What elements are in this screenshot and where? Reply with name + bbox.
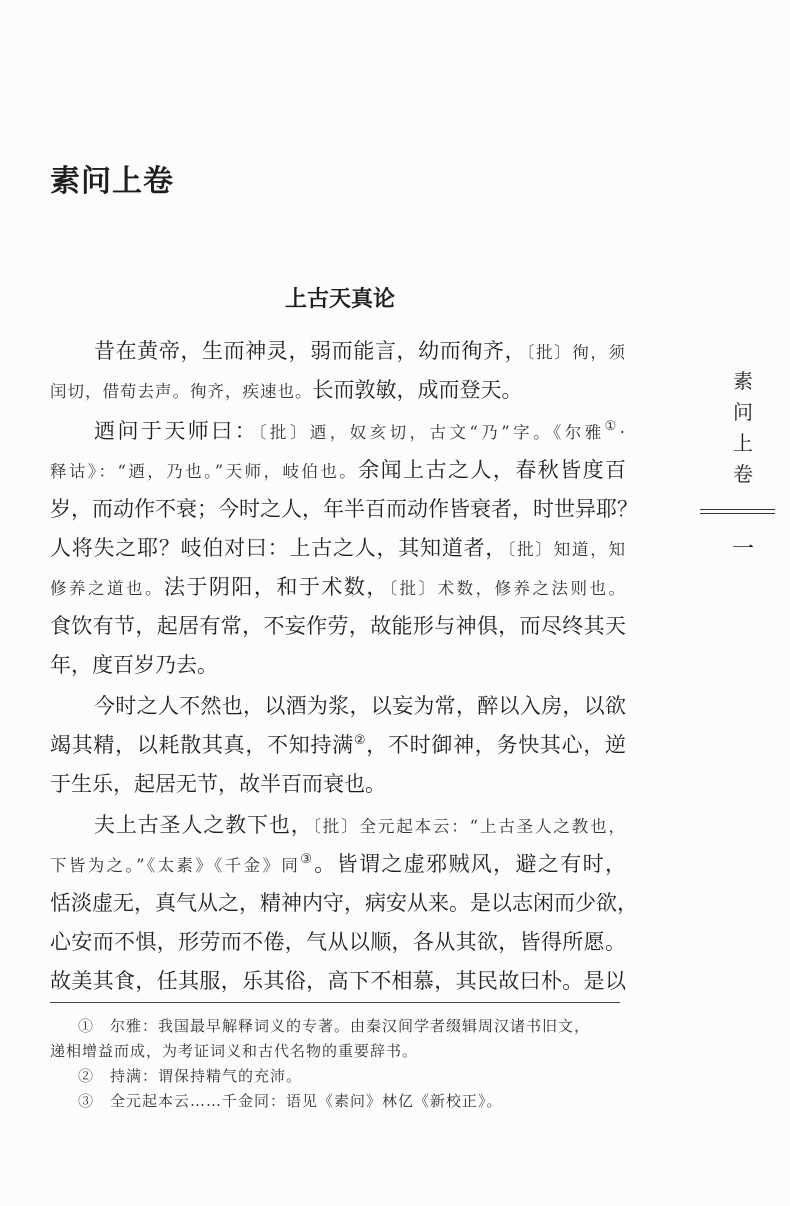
chapter-title: 素问上卷 (50, 164, 174, 199)
text-line (50, 923, 626, 962)
text-line (50, 845, 626, 884)
annotation-text: 〔批〕全元起本云：“上古圣人之教也， (312, 817, 627, 836)
annotation-text: 修养之道也。 (50, 579, 164, 598)
text-line (50, 962, 626, 1001)
text-line (50, 806, 626, 845)
main-text: ，不时御神，务快其心，逆 (366, 733, 627, 757)
annotation-text: · (619, 423, 627, 442)
paragraph (50, 412, 638, 685)
main-text: 年，度百岁乃去。 (50, 653, 218, 677)
text-line (50, 607, 626, 646)
main-text: 今时之人不然也，以酒为浆，以妄为常，醉以入房，以欲 (94, 694, 626, 718)
side-char: 素 (733, 369, 753, 393)
text-line (50, 687, 626, 726)
footnote-line: ② 持满：谓保持精气的充沛。 (78, 1067, 303, 1085)
main-text: 夫上古圣人之教下也， (94, 813, 313, 837)
main-text: 竭其精，以耗散其真，不知持满 (50, 733, 354, 757)
text-line (50, 451, 626, 490)
side-char: 卷 (733, 462, 753, 486)
main-text: 岁，而动作不衰；今时之人，年半百而动作皆衰者，时世异耶？ (50, 497, 638, 521)
footnote-line: ① 尔雅：我国最早解释词义的专著。由秦汉间学者缀辑周汉诸书旧文， (78, 1017, 591, 1035)
footnotes (50, 1014, 625, 1114)
annotation-text: 下皆为之。”《太素》《千金》同 (50, 856, 301, 875)
section-title: 上古天真论 (284, 287, 395, 312)
footnote-rule (50, 1002, 620, 1003)
annotation-text: 〔批〕术数，修养之法则也。 (388, 579, 627, 598)
page-number: 一 (731, 537, 754, 562)
main-text: 余闻上古之人，春秋皆度百 (358, 458, 627, 482)
annotation-text: 〔批〕迺，奴亥切，古文“乃”字。《尔雅 (258, 423, 605, 442)
running-header-vertical (728, 366, 758, 490)
main-text: 心安而不惧，形劳而不倦，气从以顺，各从其欲，皆得所愿。 (50, 930, 626, 954)
main-text: 法于阴阳，和于术数， (163, 575, 389, 599)
annotation-text: 〔批〕知道，知 (507, 540, 627, 559)
body-text (50, 332, 638, 1003)
text-line (50, 490, 638, 529)
paragraph (50, 687, 626, 804)
main-text: 人将失之耶？岐伯对曰：上古之人，其知道者， (50, 536, 508, 560)
side-double-rule (700, 509, 775, 514)
text-line (50, 884, 638, 923)
main-text: 故美其食，任其服，乐其俗，高下不相慕，其民故曰朴。是以 (50, 969, 626, 993)
text-line (50, 568, 626, 607)
annotation-text: 闰切，借荀去声。徇齐，疾速也。 (50, 382, 313, 401)
text-line (50, 332, 626, 371)
footnote-line: 递相增益而成，为考证词义和古代名物的重要辞书。 (50, 1042, 419, 1060)
paragraph (50, 806, 638, 1001)
footnote-line: ③ 全元起本云……千金同：语见《素问》林亿《新校正》。 (78, 1092, 503, 1110)
text-line (50, 765, 626, 804)
text-line (50, 726, 626, 765)
text-line (50, 646, 626, 685)
main-text: 。皆谓之虚邪贼风，避之有时， (314, 852, 627, 876)
footnote-ref[interactable]: ③ (300, 852, 315, 867)
annotation-text: 〔批〕徇，须 (526, 343, 627, 362)
annotation-text: 释诂》：“迺，乃也。”天师，岐伯也。 (50, 462, 359, 481)
main-text: 迺问于天师曰： (94, 419, 259, 443)
footnote-ref[interactable]: ② (353, 733, 367, 748)
main-text: 长而敦敏，成而登天。 (312, 378, 523, 402)
footnote-ref[interactable]: ① (604, 419, 620, 434)
text-line (50, 371, 626, 410)
side-char: 上 (733, 431, 753, 455)
side-char: 问 (733, 400, 753, 424)
main-text: 食饮有节，起居有常，不妄作劳，故能形与神俱，而尽终其天 (50, 614, 626, 638)
main-text: 于生乐，起居无节，故半百而衰也。 (50, 772, 386, 796)
main-text: 昔在黄帝，生而神灵，弱而能言，幼而徇齐， (94, 339, 527, 363)
text-line (50, 412, 626, 451)
paragraph (50, 332, 626, 410)
text-line (50, 529, 626, 568)
main-text: 恬淡虚无，真气从之，精神内守，病安从来。是以志闲而少欲， (50, 891, 638, 915)
